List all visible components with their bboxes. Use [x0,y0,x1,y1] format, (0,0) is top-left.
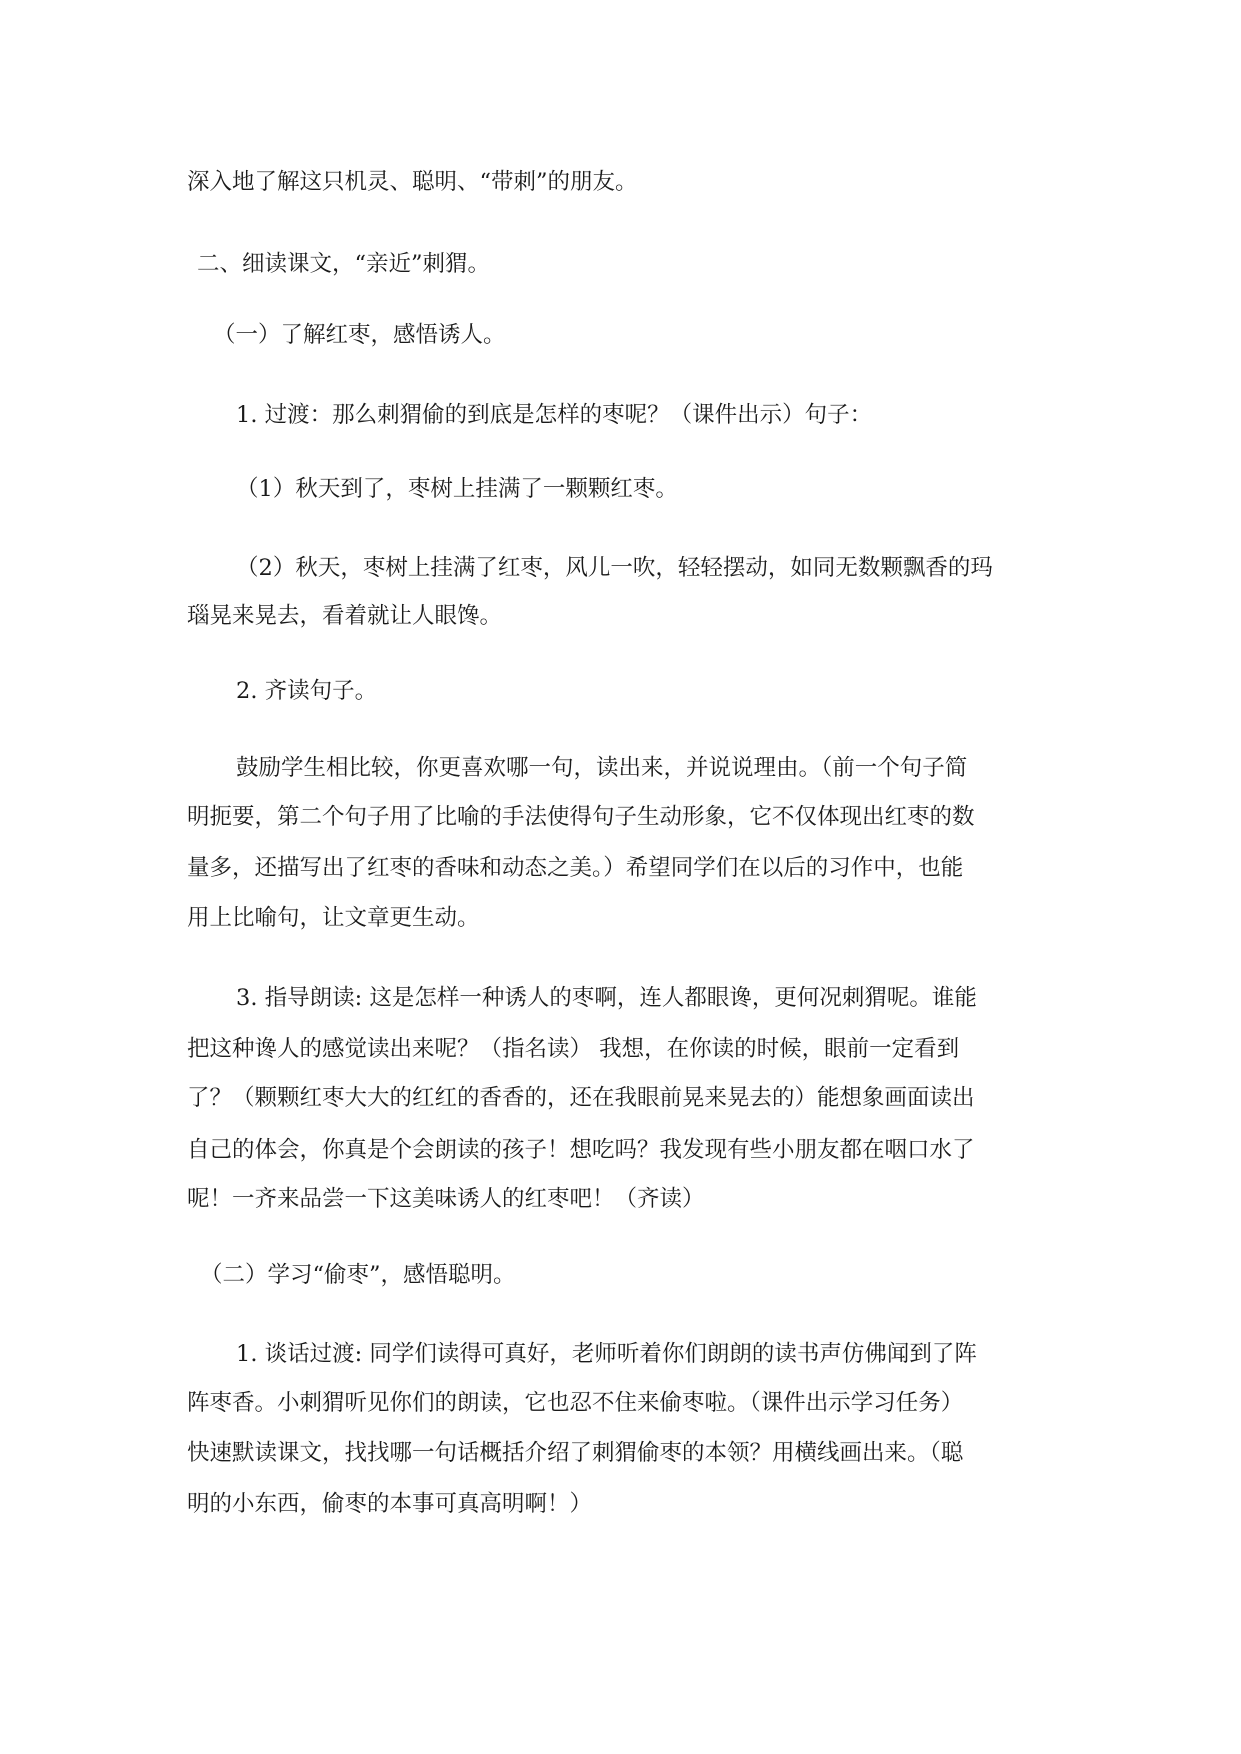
section-heading: 二、细读课文，“亲近”刺猬。 [197,251,491,277]
paragraph-line: 明扼要，第二个句子用了比喻的手法使得句子生动形象，它不仅体现出红枣的数 [187,804,975,830]
paragraph-line: 1. 过渡：那么刺猬偷的到底是怎样的枣呢？（课件出示）句子： [236,402,873,428]
paragraph-line: 了？（颗颗红枣大大的红红的香香的，还在我眼前晃来晃去的）能想象画面读出 [187,1085,975,1111]
paragraph-line: 3. 指导朗读: 这是怎样一种诱人的枣啊，连人都眼谗，更何况刺猬呢。谁能 [236,985,977,1011]
paragraph-line: 呢！一齐来品尝一下这美味诱人的红枣吧！（齐读） [187,1186,705,1212]
paragraph-line: 鼓励学生相比较，你更喜欢哪一句，读出来，并说说理由。（前一个句子简 [236,755,968,781]
paragraph-line: 快速默读课文，找找哪一句话概括介绍了刺猬偷枣的本领？用横线画出来。（聪 [187,1440,964,1466]
paragraph-line: （2）秋天，枣树上挂满了红枣，风儿一吹，轻轻摆动，如同无数颗飘香的玛 [236,555,993,581]
paragraph-line: 量多，还描写出了红枣的香味和动态之美。）希望同学们在以后的习作中，也能 [187,855,964,881]
paragraph-line: 瑙晃来晃去，看着就让人眼馋。 [187,603,503,629]
paragraph-line: 明的小东西，偷枣的本事可真高明啊！） [187,1491,593,1517]
paragraph-line: 用上比喻句，让文章更生动。 [187,905,480,931]
paragraph-line: 阵枣香。小刺猬听见你们的朗读，它也忍不住来偷枣啦。（课件出示学习任务） [187,1390,964,1416]
paragraph-line: （1）秋天到了，枣树上挂满了一颗颗红枣。 [236,476,678,502]
paragraph-line: 自己的体会，你真是个会朗读的孩子！想吃吗？我发现有些小朋友都在咽口水了 [187,1137,975,1163]
paragraph-line: 1. 谈话过渡: 同学们读得可真好，老师听着你们朗朗的读书声仿佛闻到了阵 [236,1341,977,1367]
paragraph-line: 深入地了解这只机灵、聪明、“带刺”的朋友。 [187,169,638,195]
subsection-heading: （一）了解红枣，感悟诱人。 [213,322,506,348]
subsection-heading: （二）学习“偷枣”，感悟聪明。 [200,1262,516,1288]
paragraph-line: 2. 齐读句子。 [236,678,378,704]
paragraph-line: 把这种谗人的感觉读出来呢？（指名读） 我想，在你读的时候，眼前一定看到 [187,1036,960,1062]
